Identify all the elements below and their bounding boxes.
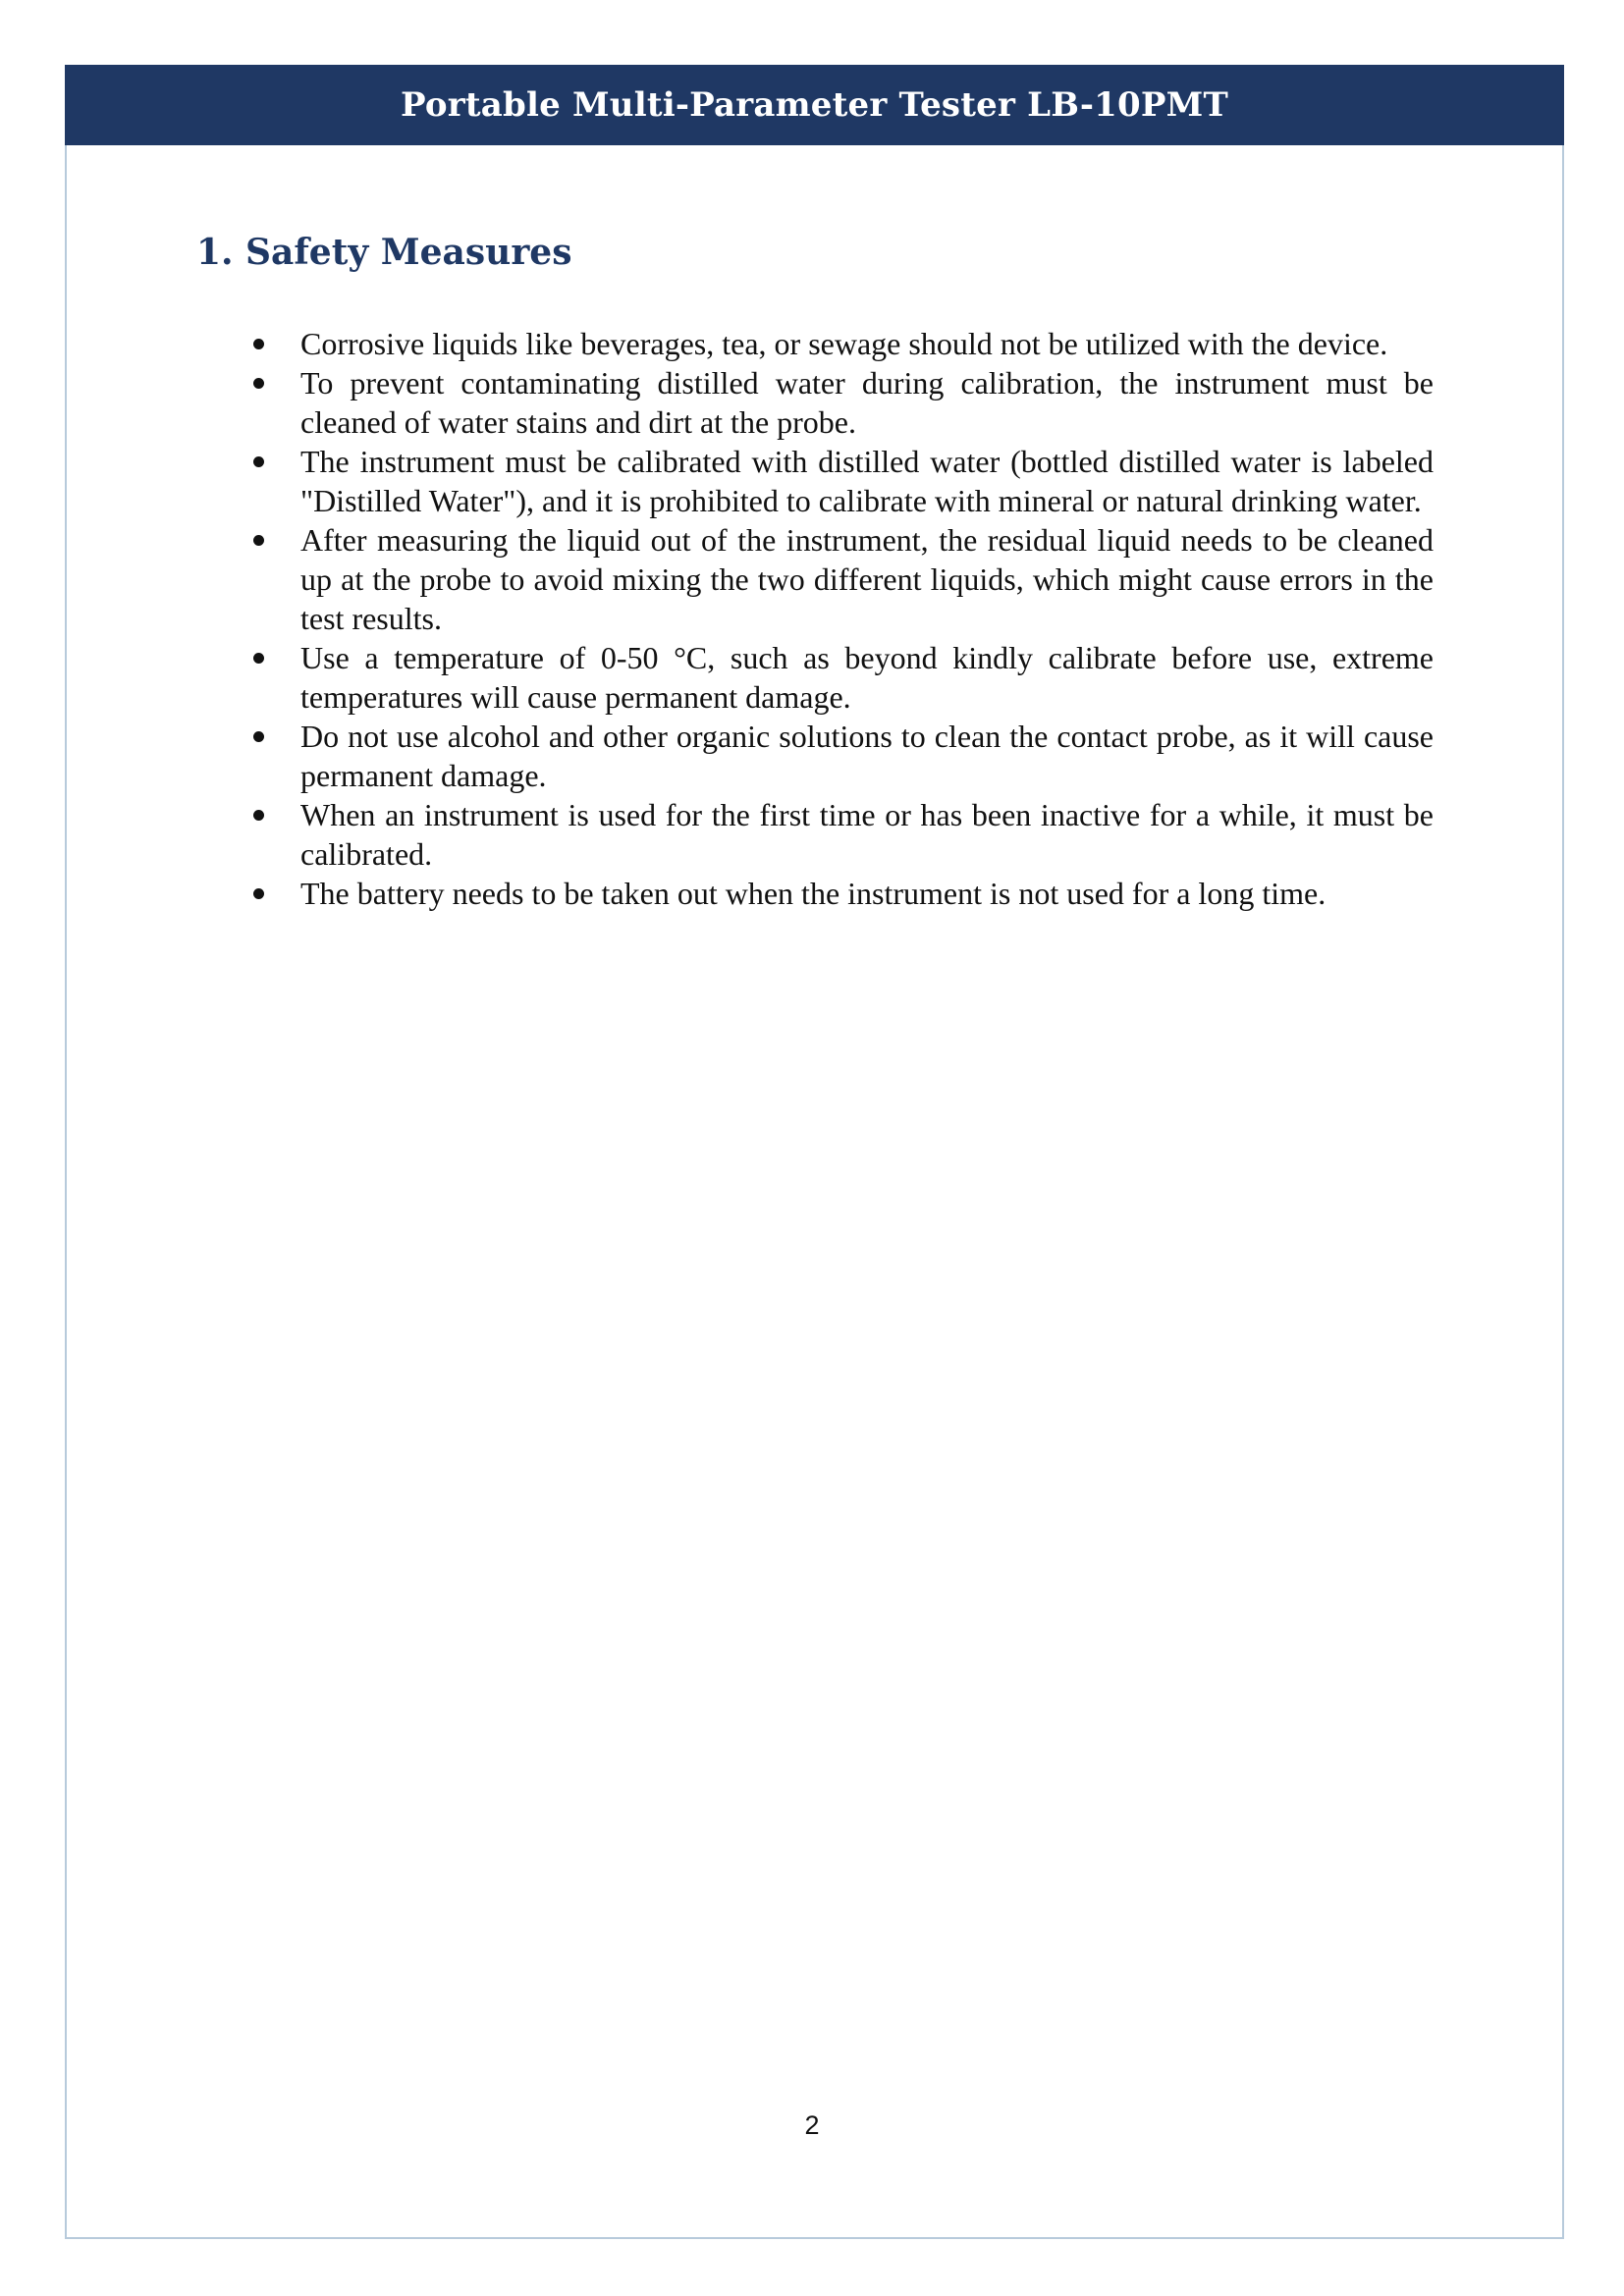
header-bar <box>65 65 1564 145</box>
bullet-text: After measuring the liquid out of the instrument, the residual liquid needs to be cleaned up at the probe to avoid mixing the two different liquids, which might cause errors in the test results. <box>300 522 1434 636</box>
bullet-text: Corrosive liquids like beverages, tea, or sewage should not be utilized with the device. <box>300 326 1388 361</box>
bullet-item <box>245 324 1434 363</box>
bullet-text: The instrument must be calibrated with distilled water (bottled distilled water is labeled "Distilled Water"), and it is prohibited to calibrate with mineral or natural drinking water. <box>300 444 1434 518</box>
bullet-item <box>245 442 1434 520</box>
bullet-text: Use a temperature of 0-50 °C, such as beyond kindly calibrate before use, extreme temperatures will cause permanent damage. <box>300 640 1434 715</box>
bullet-icon <box>253 456 264 467</box>
bullet-icon <box>253 653 264 664</box>
bullet-icon <box>253 888 264 899</box>
bullet-text: Do not use alcohol and other organic solutions to clean the contact probe, as it will cause permanent damage. <box>300 719 1434 793</box>
bullet-item <box>245 717 1434 795</box>
bullet-item <box>245 795 1434 874</box>
safety-bullet-list <box>245 324 1434 913</box>
bullet-text: To prevent contaminating distilled water during calibration, the instrument must be cleaned of water stains and dirt at the probe. <box>300 365 1434 440</box>
bullet-item <box>245 638 1434 717</box>
bullet-icon <box>253 535 264 546</box>
bullet-item <box>245 520 1434 638</box>
bullet-text: The battery needs to be taken out when the instrument is not used for a long time. <box>300 876 1326 911</box>
bullet-icon <box>253 378 264 389</box>
section-heading <box>196 232 571 273</box>
page-number: 2 <box>804 2110 820 2140</box>
section-title: Safety Measures <box>245 232 572 273</box>
bullet-icon <box>253 339 264 349</box>
bullet-icon <box>253 810 264 821</box>
bullet-text: When an instrument is used for the first time or has been inactive for a while, it must be calibrated. <box>300 797 1434 872</box>
bullet-item <box>245 363 1434 442</box>
bullet-item <box>245 874 1434 913</box>
section-number: 1. <box>196 232 234 273</box>
header-title: Portable Multi-Parameter Tester LB-10PMT <box>401 85 1228 125</box>
bullet-icon <box>253 731 264 742</box>
